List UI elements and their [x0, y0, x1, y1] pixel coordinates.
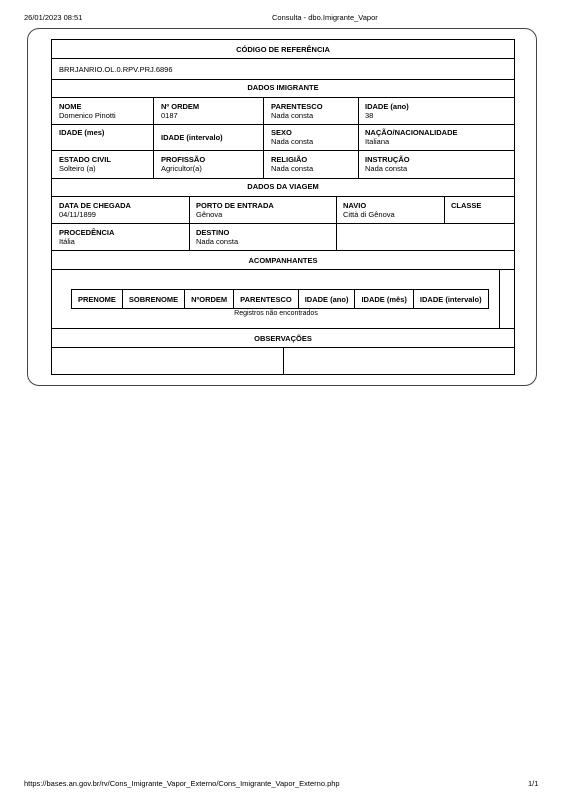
field-value: Nada consta [271, 137, 314, 146]
field-label: INSTRUÇÃO [365, 155, 410, 164]
field-label: IDADE (mes) [59, 128, 105, 137]
field-religiao [271, 155, 313, 173]
column-header: IDADE (intervalo) [413, 290, 488, 309]
column-header: IDADE (mês) [355, 290, 413, 309]
observations-header: OBSERVAÇÕES [254, 334, 312, 343]
column-header: IDADE (ano) [298, 290, 355, 309]
field-value: 0187 [161, 111, 178, 120]
field-idade-mes [59, 128, 104, 137]
field-label: Nº ORDEM [161, 102, 200, 111]
field-navio [343, 201, 395, 219]
field-instrucao [365, 155, 410, 173]
field-label: NOME [59, 102, 82, 111]
reference-header: CÓDIGO DE REFERÊNCIA [236, 45, 330, 54]
field-value: Solteiro (a) [59, 164, 96, 173]
field-data-chegada [59, 201, 131, 219]
field-value: Nada consta [271, 164, 314, 173]
field-sexo [271, 128, 313, 146]
field-value: Nada consta [271, 111, 314, 120]
field-value: Agricultor(a) [161, 164, 202, 173]
field-label: ESTADO CIVIL [59, 155, 111, 164]
field-ordem [161, 102, 199, 120]
field-profissao [161, 155, 205, 173]
field-destino [196, 228, 238, 246]
field-label: PROFISSÃO [161, 155, 206, 164]
field-idade-ano [365, 102, 409, 120]
print-page-title: Consulta - dbo.Imigrante_Vapor [272, 13, 378, 22]
field-procedencia [59, 228, 114, 246]
column-header: NºORDEM [185, 290, 234, 309]
field-nacao [365, 128, 458, 146]
field-label: IDADE (intervalo) [161, 133, 223, 142]
field-label: NAÇÃO/NACIONALIDADE [365, 128, 458, 137]
immigrant-header: DADOS IMIGRANTE [247, 83, 319, 92]
companions-header: ACOMPANHANTES [248, 256, 318, 265]
field-estado-civil [59, 155, 111, 173]
field-label: DATA DE CHEGADA [59, 201, 131, 210]
companions-table [71, 289, 489, 309]
print-datetime: 26/01/2023 08:51 [24, 13, 83, 22]
record-frame [51, 39, 515, 375]
field-classe [451, 201, 481, 210]
field-label: PARENTESCO [271, 102, 323, 111]
no-records-message: Registros não encontrados [234, 310, 318, 317]
field-value: Città di Gênova [343, 210, 395, 219]
field-label: PORTO DE ENTRADA [196, 201, 274, 210]
field-value: Nada consta [365, 164, 408, 173]
field-value: Gênova [196, 210, 223, 219]
field-value: Italiana [365, 137, 390, 146]
reference-code: BRRJANRIO.OL.0.RPV.PRJ.6896 [59, 65, 173, 74]
field-value: Nada consta [196, 237, 239, 246]
field-value: Itália [59, 237, 75, 246]
field-porto-entrada [196, 201, 274, 219]
column-header: PARENTESCO [234, 290, 299, 309]
field-value: 04/11/1899 [59, 210, 96, 219]
trip-header: DADOS DA VIAGEM [247, 182, 319, 191]
field-value: 38 [365, 111, 374, 120]
field-value: Domenico Pinotti [59, 111, 116, 120]
field-label: SEXO [271, 128, 292, 137]
field-label: NAVIO [343, 201, 367, 210]
field-label: RELIGIÃO [271, 155, 308, 164]
print-url: https://bases.an.gov.br/rv/Cons_Imigrante_Vapor_Externo/Cons_Imigrante_Vapor_Externo.php [24, 779, 340, 788]
field-label: DESTINO [196, 228, 230, 237]
field-nome [59, 102, 116, 120]
field-label: PROCEDÊNCIA [59, 228, 115, 237]
field-label: IDADE (ano) [365, 102, 409, 111]
column-header: SOBRENOME [122, 290, 184, 309]
field-idade-intervalo [161, 133, 223, 142]
field-parentesco [271, 102, 323, 120]
print-page-count: 1/1 [528, 779, 539, 788]
column-header: PRENOME [72, 290, 123, 309]
field-label: CLASSE [451, 201, 482, 210]
companions-header-row [72, 290, 489, 309]
